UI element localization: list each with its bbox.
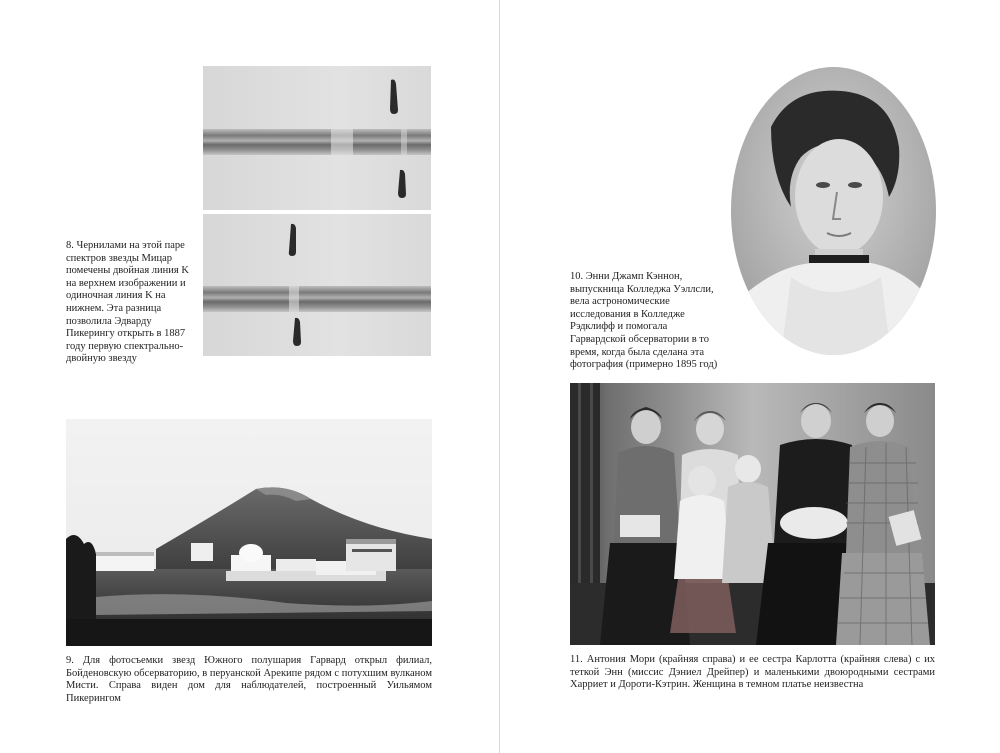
plate-11-caption [570,654,935,692]
plate-9-text: Для фотосъемки звезд Южного полушария Гарвард открыл филиал, Бойденовскую обсерваторию, в перуанской Арекипе рядом с потухшим вулканом Мисти. Справа виден дом для наблюдателей, построенный Уильямом Пикерингом [66,655,432,704]
plate-8-number: 8. [66,240,74,251]
plate-8-caption [66,240,196,366]
plate-9-caption [66,655,432,705]
spectrum-photo-top [203,66,431,210]
maury-family-photo [570,383,935,645]
plate-9-number: 9. [66,655,74,666]
plate-8-text: Чернилами на этой паре спектров звезды Мицар помечены двойная линия K на верхнем изображении и одиночная линия K на нижнем. Эта разница позволила Эдварду Пикерингу открыть в 1887 году первую спектрально-двойную звезду [66,240,189,365]
page-gutter [499,0,500,753]
annie-cannon-portrait [731,67,936,355]
plate-10-number: 10. [570,271,584,282]
plate-11-number: 11. [570,654,583,665]
plate-11-text: Антония Мори (крайняя справа) и ее сестра Карлотта (крайняя слева) с их теткой Энн (миссис Дэниел Дрейпер) и маленькими двоюродными сестрами Харриет и Дороти-Кэтрин. Женщина в темном платье неизвестна [570,654,935,691]
boyden-observatory-photo [66,419,432,646]
spectrum-photo-bottom [203,214,431,356]
plate-10-caption [570,271,722,372]
plate-10-text: Энни Джамп Кэннон, выпускница Колледжа Уэллсли, вела астрономические исследования в Колледже Рэдклифф и помогала Гарвардской обсерватории в то время, когда была сделана эта фотография (примерно 1895 год) [570,271,718,371]
